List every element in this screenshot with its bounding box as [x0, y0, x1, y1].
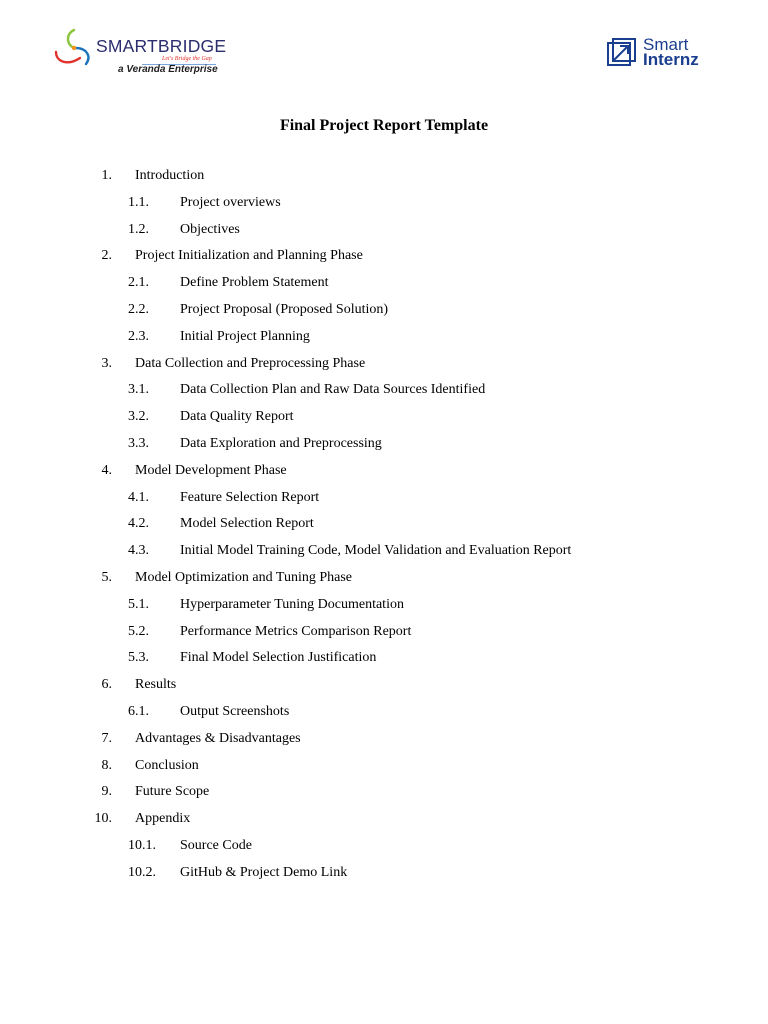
- toc-subsection: [0, 836, 768, 863]
- toc-number: 6.: [101, 677, 112, 693]
- toc-label: Project Initialization and Planning Phase: [135, 248, 363, 264]
- toc-subsection: [0, 863, 768, 890]
- toc-label: Output Screenshots: [180, 703, 290, 719]
- toc-label: Conclusion: [135, 757, 199, 773]
- toc-subsection: [0, 702, 768, 729]
- toc-subsection: [0, 648, 768, 675]
- toc-number: 10.1.: [128, 837, 156, 853]
- toc-label: Model Selection Report: [180, 516, 314, 532]
- smartinternz-mark-icon: [606, 38, 636, 68]
- toc-label: Model Development Phase: [135, 462, 287, 478]
- toc-number: 4.3.: [128, 543, 149, 559]
- toc-label: Feature Selection Report: [180, 489, 320, 505]
- toc-label: Data Collection and Preprocessing Phase: [135, 355, 366, 371]
- smartbridge-swirl-icon: [52, 26, 98, 74]
- toc-subsection: [0, 514, 768, 541]
- toc-number: 1.2.: [128, 221, 149, 237]
- toc-label: Initial Model Training Code, Model Validation and Evaluation Report: [180, 543, 572, 559]
- toc-label: Model Optimization and Tuning Phase: [135, 569, 352, 585]
- toc-section: [0, 354, 768, 381]
- toc-number: 10.2.: [128, 864, 156, 880]
- toc-number: 5.2.: [128, 623, 149, 639]
- toc-section: [0, 756, 768, 783]
- toc-subsection: [0, 541, 768, 568]
- toc-section: [0, 568, 768, 595]
- toc-label: Performance Metrics Comparison Report: [180, 623, 412, 639]
- page-title: Final Project Report Template: [279, 117, 489, 134]
- toc-number: 4.1.: [128, 489, 149, 505]
- toc-number: 5.: [101, 569, 112, 585]
- toc-number: 3.1.: [128, 382, 149, 398]
- smartbridge-enterprise-text: a Veranda Enterprise: [118, 64, 218, 75]
- toc-label: Initial Project Planning: [180, 328, 310, 344]
- toc-number: 9.: [101, 784, 112, 800]
- toc-number: 4.: [101, 462, 112, 478]
- smartinternz-word-smart: Smart: [643, 35, 689, 54]
- toc-number: 7.: [101, 730, 112, 746]
- toc-number: 3.3.: [128, 435, 149, 451]
- toc-label: Introduction: [135, 168, 205, 183]
- toc-number: 3.2.: [128, 409, 149, 425]
- toc-number: 1.1.: [128, 194, 149, 210]
- toc-section: [0, 675, 768, 702]
- toc-label: Final Model Selection Justification: [180, 650, 377, 666]
- toc-label: Hyperparameter Tuning Documentation: [180, 596, 404, 612]
- toc-number: 3.: [101, 355, 112, 371]
- table-of-contents: [0, 166, 768, 890]
- smartbridge-brand-text: SMARTBRIDGE: [96, 36, 227, 56]
- toc-number: 6.1.: [128, 703, 149, 719]
- smartinternz-logo: [606, 36, 716, 72]
- toc-label: Appendix: [135, 811, 191, 827]
- toc-subsection: [0, 380, 768, 407]
- toc-label: Objectives: [180, 221, 240, 237]
- toc-subsection: [0, 488, 768, 515]
- toc-section: [0, 782, 768, 809]
- toc-section: [0, 809, 768, 836]
- toc-section: [0, 461, 768, 488]
- toc-label: Source Code: [180, 837, 252, 853]
- toc-label: Advantages & Disadvantages: [135, 730, 301, 746]
- toc-label: GitHub & Project Demo Link: [180, 864, 348, 880]
- toc-label: Data Collection Plan and Raw Data Sources Identified: [180, 382, 486, 398]
- smartbridge-logo: [52, 26, 227, 76]
- toc-subsection: [0, 220, 768, 247]
- toc-subsection: [0, 622, 768, 649]
- toc-subsection: [0, 193, 768, 220]
- smartbridge-tagline: Let's Bridge the Gap: [162, 56, 212, 62]
- toc-label: Results: [135, 677, 177, 693]
- toc-number: 10.: [94, 811, 112, 827]
- toc-number: 5.3.: [128, 650, 149, 666]
- toc-number: 2.2.: [128, 301, 149, 317]
- toc-label: Project overviews: [180, 194, 281, 210]
- toc-number: 8.: [101, 757, 112, 773]
- toc-section: [0, 166, 768, 193]
- toc-number: 2.3.: [128, 328, 149, 344]
- toc-number: 2.: [101, 248, 112, 264]
- toc-number: 2.1.: [128, 275, 149, 291]
- toc-subsection: [0, 273, 768, 300]
- smartinternz-word-internz: Internz: [643, 50, 699, 69]
- toc-label: Future Scope: [135, 784, 210, 800]
- toc-section: [0, 729, 768, 756]
- toc-number: 4.2.: [128, 516, 149, 532]
- toc-section: [0, 246, 768, 273]
- toc-label: Data Quality Report: [180, 409, 294, 425]
- toc-number: 5.1.: [128, 596, 149, 612]
- toc-subsection: [0, 300, 768, 327]
- toc-subsection: [0, 407, 768, 434]
- toc-subsection: [0, 434, 768, 461]
- toc-number: 1.: [101, 168, 112, 183]
- toc-label: Define Problem Statement: [180, 275, 329, 291]
- toc-label: Data Exploration and Preprocessing: [180, 435, 382, 451]
- toc-subsection: [0, 595, 768, 622]
- toc-label: Project Proposal (Proposed Solution): [180, 301, 389, 317]
- toc-subsection: [0, 327, 768, 354]
